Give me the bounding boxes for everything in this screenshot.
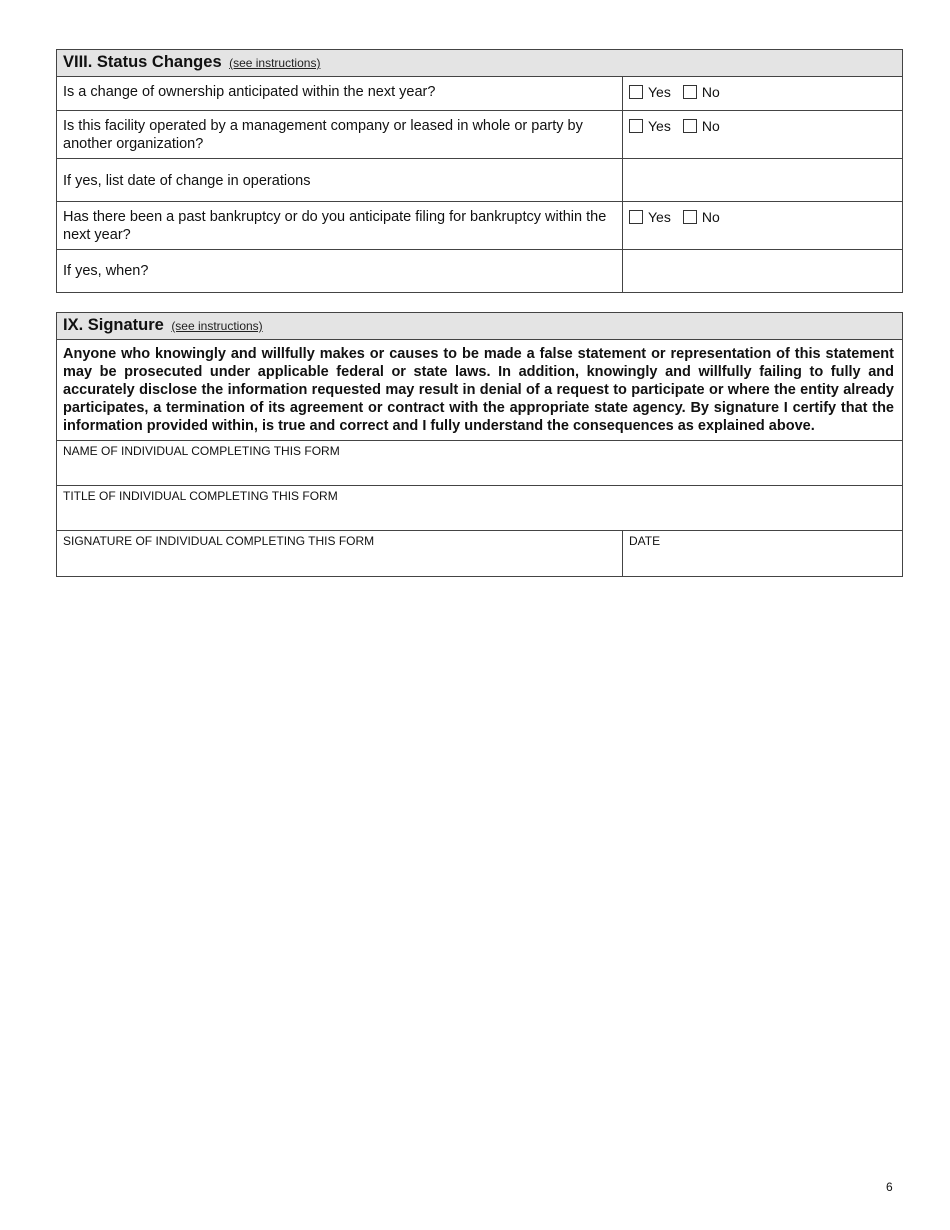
bankruptcy-when-row	[57, 250, 902, 292]
no-label: No	[701, 118, 720, 134]
no-checkbox[interactable]	[683, 119, 697, 133]
no-checkbox[interactable]	[683, 85, 697, 99]
answer-cell	[623, 77, 902, 110]
no-label: No	[701, 209, 720, 225]
signature-label: SIGNATURE OF INDIVIDUAL COMPLETING THIS FORM	[63, 534, 375, 548]
see-instructions-link[interactable]: (see instructions)	[171, 319, 263, 333]
bankruptcy-when-field[interactable]	[623, 250, 902, 292]
bankruptcy-row	[57, 202, 902, 250]
signature-field[interactable]	[57, 531, 623, 576]
certification-statement: Anyone who knowingly and willfully makes or causes to be made a false statement or representation of this statement may be prosecuted under applicable federal or state laws. In addition, knowingly and willfully failing to fully and accurately disclose the information requested may result in denial of a request to participate or where the entity already participates, a termination of its agreement or contract with the appropriate state agency. By signature I certify that the information provided within, is true and correct and I fully understand the consequences as explained above.	[57, 340, 902, 441]
signature-section	[56, 312, 903, 577]
signature-row	[57, 531, 902, 576]
yes-checkbox[interactable]	[629, 85, 643, 99]
status-changes-section	[56, 49, 903, 293]
yes-checkbox[interactable]	[629, 119, 643, 133]
yes-checkbox[interactable]	[629, 210, 643, 224]
management-company-row	[57, 111, 902, 159]
yes-label: Yes	[648, 209, 671, 225]
yes-label: Yes	[648, 84, 671, 100]
see-instructions-link[interactable]: (see instructions)	[229, 56, 321, 70]
section-title: IX. Signature	[63, 316, 164, 334]
question-text: Is a change of ownership anticipated within the next year?	[57, 77, 623, 110]
date-field[interactable]	[623, 531, 902, 576]
answer-cell	[623, 202, 902, 249]
section-header	[57, 313, 902, 340]
title-field[interactable]	[57, 486, 902, 530]
question-text: If yes, when?	[57, 250, 623, 292]
date-label: DATE	[629, 534, 661, 548]
name-label: NAME OF INDIVIDUAL COMPLETING THIS FORM	[63, 444, 340, 458]
question-text: Has there been a past bankruptcy or do you anticipate filing for bankruptcy within the next year?	[57, 202, 623, 249]
no-label: No	[701, 84, 720, 100]
name-row	[57, 441, 902, 486]
section-title: VIII. Status Changes	[63, 53, 222, 71]
answer-cell	[623, 111, 902, 158]
title-row	[57, 486, 902, 531]
ownership-change-row	[57, 77, 902, 111]
title-label: TITLE OF INDIVIDUAL COMPLETING THIS FORM	[63, 489, 338, 503]
name-field[interactable]	[57, 441, 902, 485]
change-date-field[interactable]	[623, 159, 902, 201]
page-number: 6	[886, 1180, 893, 1194]
question-text: Is this facility operated by a management company or leased in whole or party by another organization?	[57, 111, 623, 158]
no-checkbox[interactable]	[683, 210, 697, 224]
question-text: If yes, list date of change in operations	[57, 159, 623, 201]
change-date-row	[57, 159, 902, 202]
yes-label: Yes	[648, 118, 671, 134]
section-header	[57, 50, 902, 77]
